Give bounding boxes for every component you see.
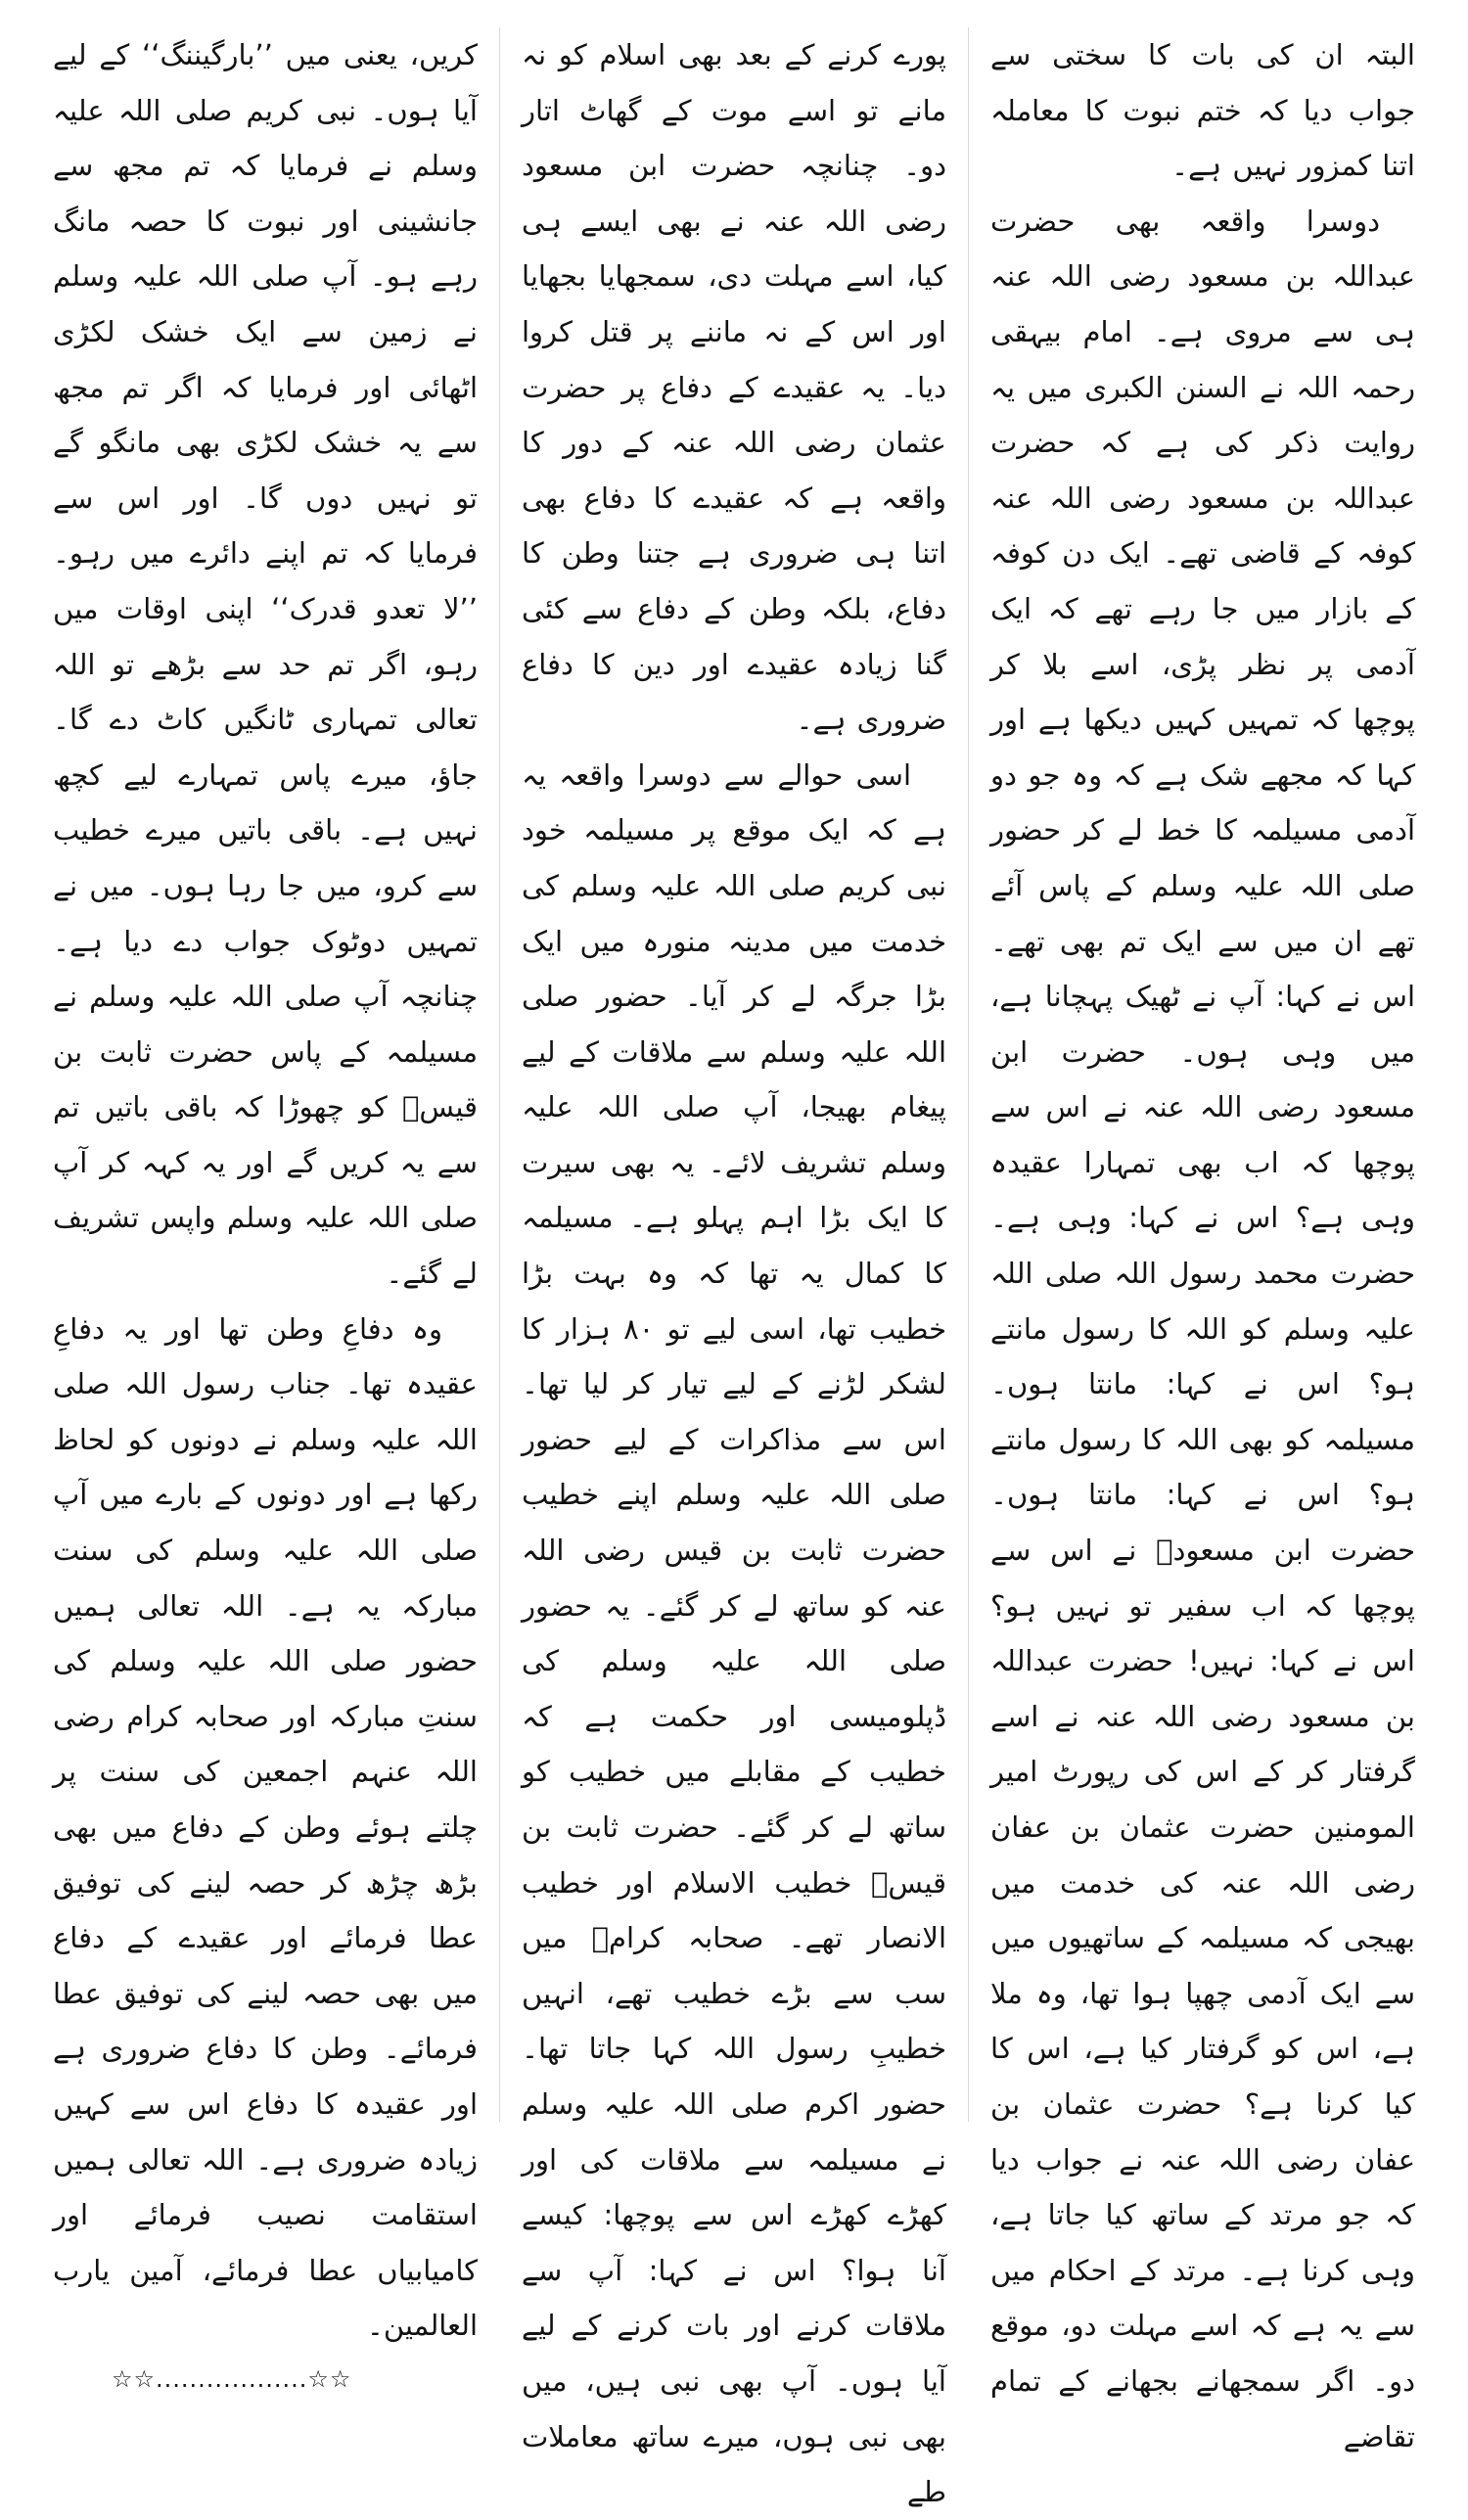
paragraph: کریں، یعنی میں ’’بارگیننگ‘‘ کے لیے آیا ہوں۔ نبی کریم صلی اللہ علیہ وسلم نے فرمایا کہ تم مجھ سے جانشینی اور نبوت کا حصہ مانگ رہے ہو۔ آپ صلی اللہ علیہ وسلم نے زمین سے ایک خشک لکڑی اٹھائی اور فرمایا کہ اگر تم مجھ سے یہ خشک لکڑی بھی مانگو گے تو نہیں دوں گا۔ اور اس سے فرمایا کہ تم اپنے دائرے میں رہو۔ ’’لا تعدو قدرک‘‘ اپنی اوقات میں رہو، اگر تم حد سے بڑھے تو اللہ تعالی تمہاری ٹانگیں کاٹ دے گا۔ جاؤ، میرے پاس تمہارے لیے کچھ نہیں ہے۔ باقی باتیں میرے خطیب سے کرو، میں جا رہا ہوں۔ میں نے تمہیں دوٹوک جواب دے دیا ہے۔ چنانچہ آپ صلی اللہ علیہ وسلم نے مسیلمہ کے پاس حضرت ثابت بن قیسؓ کو چھوڑا کہ باقی باتیں تم سے یہ کریں گے اور یہ کہہ کر آپ صلی اللہ علیہ وسلم واپس تشریف لے گئے۔ — [53, 38, 478, 1291]
column-right — [969, 27, 1437, 2453]
paragraph: وہ دفاعِ وطن تھا اور یہ دفاعِ عقیدہ تھا۔ جناب رسول اللہ صلی اللہ علیہ وسلم نے دونوں کو لحاظ رکھا ہے اور دونوں کے بارے میں آپ صلی اللہ علیہ وسلم کی سنت مبارکہ یہ ہے۔ اللہ تعالی ہمیں حضور صلی اللہ علیہ وسلم کی سنتِ مبارکہ اور صحابہ کرام رضی اللہ عنہم اجمعین کی سنت پر چلتے ہوئے وطن کے دفاع میں بھی بڑھ چڑھ کر حصہ لینے کی توفیق عطا فرمائے اور عقیدے کے دفاع میں بھی حصہ لینے کی توفیق عطا فرمائے۔ وطن کا دفاع ضروری ہے اور عقیدہ کا دفاع اس سے کہیں زیادہ ضروری ہے۔ اللہ تعالی ہمیں استقامت نصیب فرمائے اور کامیابیاں عطا فرمائے، آمین یارب العالمین۔ — [53, 1311, 478, 2343]
article-columns — [31, 27, 1437, 2509]
article-end-ornament: ☆☆..................☆☆ — [112, 2364, 352, 2393]
paragraph: دوسرا واقعہ بھی حضرت عبداللہ بن مسعود رضی اللہ عنہ ہی سے مروی ہے۔ امام بیہقی رحمہ اللہ نے السنن الکبری میں یہ روایت ذکر کی ہے کہ حضرت عبداللہ بن مسعود رضی اللہ عنہ کوفہ کے قاضی تھے۔ ایک دن کوفہ کے بازار میں جا رہے تھے کہ ایک آدمی پر نظر پڑی، اسے بلا کر پوچھا کہ تمہیں کہیں دیکھا ہے اور کہا کہ مجھے شک ہے کہ وہ جو دو آدمی مسیلمہ کا خط لے کر حضور صلی اللہ علیہ وسلم کے پاس آئے تھے ان میں سے ایک تم بھی تھے۔ اس نے کہا: آپ نے ٹھیک پہچانا ہے، میں وہی ہوں۔ حضرت ابن مسعود رضی اللہ عنہ نے اس سے پوچھا کہ اب بھی تمہارا عقیدہ وہی ہے؟ اس نے کہا: وہی ہے۔ حضرت محمد رسول اللہ صلی اللہ علیہ وسلم کو اللہ کا رسول مانتے ہو؟ اس نے کہا: مانتا ہوں۔ مسیلمہ کو بھی اللہ کا رسول مانتے ہو؟ اس نے کہا: مانتا ہوں۔ حضرت ابن مسعودؓ نے اس سے پوچھا کہ اب سفیر تو نہیں ہو؟ اس نے کہا: نہیں! حضرت عبداللہ بن مسعود رضی اللہ عنہ نے اسے گرفتار کر کے اس کی رپورٹ امیر المومنین حضرت عثمان بن عفان رضی اللہ عنہ کی خدمت میں بھیجی کہ مسیلمہ کے ساتھیوں میں سے ایک آدمی چھپا ہوا تھا، وہ ملا ہے، اس کو گرفتار کیا ہے، اس کا کیا کرنا ہے؟ حضرت عثمان بن عفان رضی اللہ عنہ نے جواب دیا کہ جو مرتد کے ساتھ کیا جاتا ہے، وہی کرنا ہے۔ مرتد کے احکام میں سے یہ ہے کہ اسے مہلت دو، موقع دو۔ اگر سمجھانے بجھانے کے تمام تقاضے — [990, 204, 1415, 2453]
paragraph: البتہ ان کی بات کا سختی سے جواب دیا کہ ختم نبوت کا معاملہ اتنا کمزور نہیں ہے۔ — [990, 38, 1415, 183]
paragraph: پورے کرنے کے بعد بھی اسلام کو نہ مانے تو اسے موت کے گھاٹ اتار دو۔ چنانچہ حضرت ابن مسعود رضی اللہ عنہ نے بھی ایسے ہی کیا، اسے مہلت دی، سمجھایا بجھایا اور اس کے نہ ماننے پر قتل کروا دیا۔ یہ عقیدے کے دفاع پر حضرت عثمان رضی اللہ عنہ کے دور کا واقعہ ہے کہ عقیدے کا دفاع بھی اتنا ہی ضروری ہے جتنا وطن کا دفاع، بلکہ وطن کے دفاع سے کئی گنا زیادہ عقیدے اور دین کا دفاع ضروری ہے۔ — [522, 38, 946, 737]
column-middle — [500, 27, 969, 2509]
column-left — [31, 27, 500, 2393]
paragraph: اسی حوالے سے دوسرا واقعہ یہ ہے کہ ایک موقع پر مسیلمہ خود نبی کریم صلی اللہ علیہ وسلم کی خدمت میں مدینہ منورہ میں ایک بڑا جرگہ لے کر آیا۔ حضور صلی اللہ علیہ وسلم سے ملاقات کے لیے پیغام بھیجا، آپ صلی اللہ علیہ وسلم تشریف لائے۔ یہ بھی سیرت کا ایک بڑا اہم پہلو ہے۔ مسیلمہ کا کمال یہ تھا کہ وہ بہت بڑا خطیب تھا، اسی لیے تو ۸۰ ہزار کا لشکر لڑنے کے لیے تیار کر لیا تھا۔ اس سے مذاکرات کے لیے حضور صلی اللہ علیہ وسلم اپنے خطیب حضرت ثابت بن قیس رضی اللہ عنہ کو ساتھ لے کر گئے۔ یہ حضور صلی اللہ علیہ وسلم کی ڈپلومیسی اور حکمت ہے کہ خطیب کے مقابلے میں خطیب کو ساتھ لے کر گئے۔ حضرت ثابت بن قیسؓ خطیب الاسلام اور خطیب الانصار تھے۔ صحابہ کرامؓ میں سب سے بڑے خطیب تھے، انہیں خطیبِ رسول اللہ کہا جاتا تھا۔ حضور اکرم صلی اللہ علیہ وسلم نے مسیلمہ سے ملاقات کی اور کھڑے کھڑے اس سے پوچھا: کیسے آنا ہوا؟ اس نے کہا: آپ سے ملاقات کرنے اور بات کرنے کے لیے آیا ہوں۔ آپ بھی نبی ہیں، میں بھی نبی ہوں، میرے ساتھ معاملات طے — [522, 757, 947, 2509]
